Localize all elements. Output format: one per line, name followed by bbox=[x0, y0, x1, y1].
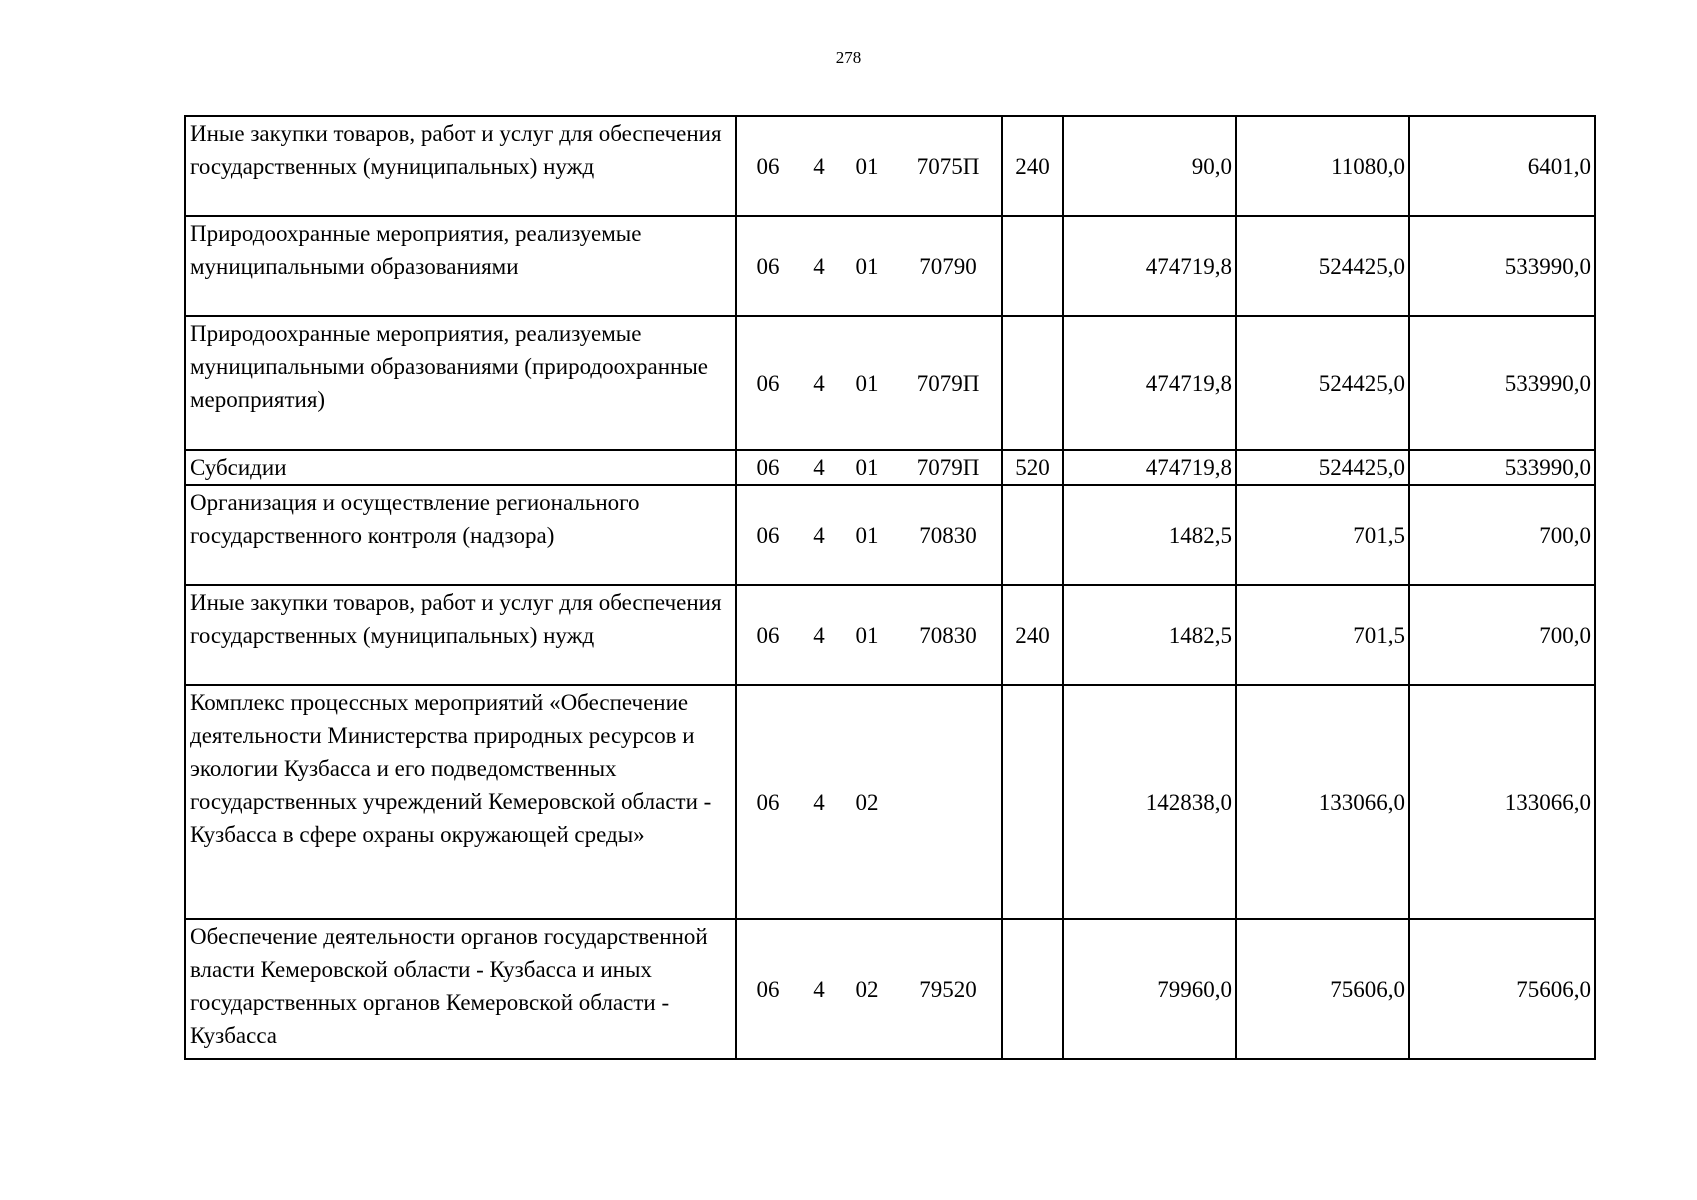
row-codes bbox=[736, 116, 1002, 216]
amount-year-3: 533990,0 bbox=[1409, 450, 1595, 485]
row-codes bbox=[736, 585, 1002, 685]
program-code: 06 bbox=[756, 455, 780, 480]
subprogram-code: 4 bbox=[813, 789, 825, 815]
amount-year-2: 524425,0 bbox=[1236, 216, 1409, 316]
budget-table bbox=[184, 115, 1596, 1060]
program-code: 06 bbox=[756, 522, 780, 548]
program-code: 06 bbox=[756, 622, 780, 648]
subprogram-code: 4 bbox=[813, 622, 825, 648]
amount-year-1: 90,0 bbox=[1063, 116, 1236, 216]
amount-year-2: 524425,0 bbox=[1236, 316, 1409, 450]
amount-year-1: 474719,8 bbox=[1063, 316, 1236, 450]
direction-code: 79520 bbox=[919, 976, 977, 1002]
amount-year-3: 700,0 bbox=[1409, 585, 1595, 685]
subprogram-code: 4 bbox=[813, 153, 825, 179]
amount-year-1: 1482,5 bbox=[1063, 485, 1236, 585]
main-code: 01 bbox=[855, 455, 879, 480]
table-row bbox=[185, 216, 1595, 316]
subprogram-code: 4 bbox=[813, 253, 825, 279]
program-code: 06 bbox=[756, 370, 780, 396]
amount-year-2: 701,5 bbox=[1236, 585, 1409, 685]
program-code: 06 bbox=[756, 253, 780, 279]
expense-type-code bbox=[1002, 216, 1063, 316]
program-code: 06 bbox=[756, 789, 780, 815]
amount-year-3: 75606,0 bbox=[1409, 919, 1595, 1059]
row-codes bbox=[736, 216, 1002, 316]
table-row bbox=[185, 919, 1595, 1059]
subprogram-code: 4 bbox=[813, 455, 825, 480]
row-codes bbox=[736, 485, 1002, 585]
table-row bbox=[185, 116, 1595, 216]
subprogram-code: 4 bbox=[813, 370, 825, 396]
expense-type-code bbox=[1002, 685, 1063, 919]
expense-type-code bbox=[1002, 919, 1063, 1059]
amount-year-2: 133066,0 bbox=[1236, 685, 1409, 919]
row-codes bbox=[736, 316, 1002, 450]
row-name: Природоохранные мероприятия, реализуемые муниципальными образованиями bbox=[185, 216, 736, 316]
program-code: 06 bbox=[756, 976, 780, 1002]
subprogram-code: 4 bbox=[813, 976, 825, 1002]
row-codes bbox=[736, 919, 1002, 1059]
page-number: 278 bbox=[835, 48, 862, 67]
main-code: 02 bbox=[855, 789, 879, 815]
direction-code: 70790 bbox=[919, 253, 977, 279]
subprogram-code: 4 bbox=[813, 522, 825, 548]
main-code: 01 bbox=[855, 153, 879, 179]
row-name: Обеспечение деятельности органов государственной власти Кемеровской области - Кузбасса и иных государственных органов Кемеровской области - Кузбасса bbox=[185, 919, 736, 1059]
amount-year-1: 142838,0 bbox=[1063, 685, 1236, 919]
amount-year-1: 79960,0 bbox=[1063, 919, 1236, 1059]
direction-code: 7079П bbox=[916, 455, 980, 480]
row-name: Субсидии bbox=[185, 450, 736, 485]
main-code: 01 bbox=[855, 370, 879, 396]
expense-type-code bbox=[1002, 485, 1063, 585]
direction-code: 70830 bbox=[919, 622, 977, 648]
expense-type-code bbox=[1002, 316, 1063, 450]
amount-year-3: 533990,0 bbox=[1409, 216, 1595, 316]
amount-year-3: 6401,0 bbox=[1409, 116, 1595, 216]
expense-type-code: 240 bbox=[1002, 116, 1063, 216]
row-name: Организация и осуществление регионального государственного контроля (надзора) bbox=[185, 485, 736, 585]
main-code: 01 bbox=[855, 253, 879, 279]
row-name: Иные закупки товаров, работ и услуг для обеспечения государственных (муниципальных) нужд bbox=[185, 585, 736, 685]
main-code: 01 bbox=[855, 522, 879, 548]
amount-year-1: 1482,5 bbox=[1063, 585, 1236, 685]
amount-year-2: 701,5 bbox=[1236, 485, 1409, 585]
main-code: 01 bbox=[855, 622, 879, 648]
table-row bbox=[185, 485, 1595, 585]
amount-year-2: 524425,0 bbox=[1236, 450, 1409, 485]
row-name: Природоохранные мероприятия, реализуемые муниципальными образованиями (природоохранные мероприятия) bbox=[185, 316, 736, 450]
direction-code: 7079П bbox=[916, 370, 980, 396]
direction-code: 7075П bbox=[916, 153, 980, 179]
expense-type-code: 520 bbox=[1002, 450, 1063, 485]
main-code: 02 bbox=[855, 976, 879, 1002]
amount-year-2: 75606,0 bbox=[1236, 919, 1409, 1059]
expense-type-code: 240 bbox=[1002, 585, 1063, 685]
table-row bbox=[185, 585, 1595, 685]
amount-year-3: 700,0 bbox=[1409, 485, 1595, 585]
amount-year-1: 474719,8 bbox=[1063, 216, 1236, 316]
table-row bbox=[185, 450, 1595, 485]
amount-year-3: 533990,0 bbox=[1409, 316, 1595, 450]
amount-year-1: 474719,8 bbox=[1063, 450, 1236, 485]
row-codes bbox=[736, 685, 1002, 919]
program-code: 06 bbox=[756, 153, 780, 179]
table-row bbox=[185, 316, 1595, 450]
direction-code: 70830 bbox=[919, 522, 977, 548]
table-row bbox=[185, 685, 1595, 919]
amount-year-2: 11080,0 bbox=[1236, 116, 1409, 216]
row-name: Иные закупки товаров, работ и услуг для обеспечения государственных (муниципальных) нужд bbox=[185, 116, 736, 216]
row-name: Комплекс процессных мероприятий «Обеспечение деятельности Министерства природных ресурсов и экологии Кузбасса и его подведомственных государственных учреждений Кемеровской области - Кузбасса в сфере охраны окружающей среды» bbox=[185, 685, 736, 919]
row-codes bbox=[736, 450, 1002, 485]
amount-year-3: 133066,0 bbox=[1409, 685, 1595, 919]
